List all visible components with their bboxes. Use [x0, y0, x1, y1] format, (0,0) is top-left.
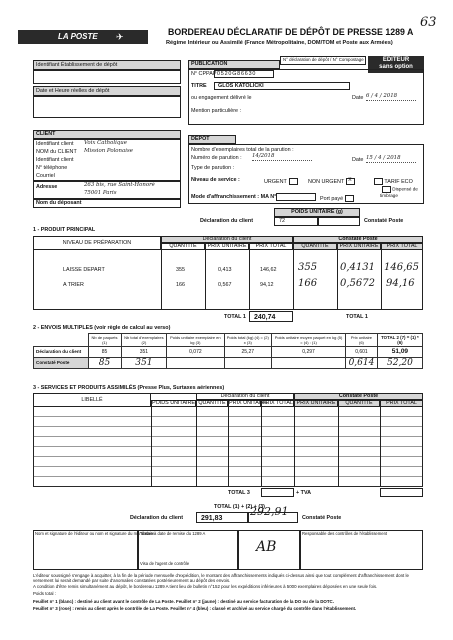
form-subtitle: Régime Intérieur ou Assimilé (France Métropolitaine, DOM/TOM et Poste aux Armées)	[166, 40, 393, 46]
responsible-label: Responsable des contrôles de l'établissement	[302, 531, 388, 536]
client-name-value: Mission Polonaise	[84, 148, 133, 154]
client-id2-label: Identifiant client	[36, 157, 74, 163]
tarif-eco-option[interactable]: TARIF ECO	[372, 178, 413, 186]
section1-title: 1 - PRODUIT PRINCIPAL	[33, 227, 96, 233]
s1-row-h-qty: 166	[298, 278, 318, 289]
s1-row-total: 94,12	[260, 282, 274, 288]
s1-col-unit-const: PRIX UNITAIRE	[337, 243, 381, 250]
s3-divider	[228, 407, 229, 487]
total1-field[interactable]: 240,74	[249, 311, 293, 322]
grand-total-decl-label: Déclaration du client	[130, 515, 184, 521]
s1-row-h-qty: 355	[298, 262, 318, 273]
s2-const-cell	[167, 357, 224, 368]
footer-poids-total: Poids total :	[33, 591, 56, 596]
poids-declaration-label: Déclaration du client	[200, 218, 254, 224]
s1-row-h-total: 146,65	[384, 262, 419, 273]
controller-initials: AB	[256, 539, 277, 555]
copies-label: Nombre d'exemplaires total de la parution :	[191, 147, 294, 153]
s3-decl-group: Déclaration du client	[196, 393, 294, 400]
s2-col: Prix unitaire (6)	[346, 334, 378, 347]
cppap-field[interactable]: 0520G86630	[214, 70, 274, 78]
dispense-option[interactable]: Dispensé de timbrage	[380, 186, 418, 198]
s2-col: Poids total (kg) (4) = (2) x (3)	[224, 334, 272, 347]
s2-const-cell	[272, 357, 346, 368]
s1-decl-group: Déclaration du client	[161, 236, 293, 243]
client-id-label: Identifiant client	[36, 141, 74, 147]
depot-date-value: 15 / 4 / 2018	[366, 156, 416, 163]
depot-date-label: Date	[352, 157, 364, 163]
mode-label: Mode d'affranchissement : MA N°	[191, 194, 277, 200]
s1-col-qty-const: QUANTITÉ	[293, 243, 337, 250]
section2-title: 2 - ENVOIS MULTIPLES (voir règle de calcul au verso)	[33, 325, 171, 331]
brand-bar	[18, 30, 148, 44]
urgent-option[interactable]: URGENT	[264, 178, 298, 186]
issue-label: Numéro de parution :	[191, 155, 242, 161]
s2-const-cell: 85	[88, 357, 121, 368]
s1-divider	[337, 250, 338, 310]
brand-logo: LA POSTE	[58, 32, 98, 41]
footer-feuillet1: Feuillet n° 1 (blanc) : destiné au client avant le contrôle de La Poste. Feuillet n° 2 (jaune) : destiné au service facturation de la DO ou de la DOTC.	[33, 599, 334, 604]
s2-decl-cell: 351	[121, 347, 167, 358]
s3-col-poids: POIDS UNITAIRE	[152, 400, 196, 406]
s1-row-h-unit: 0,5672	[340, 278, 375, 289]
s1-col-qty: QUANTITÉ	[161, 243, 205, 250]
grand-total-h-value: 292,91	[250, 505, 289, 518]
s3-col-qty: QUANTITÉ	[196, 400, 228, 407]
grand-total-label: TOTAL (1) + (2) + (3)	[214, 504, 265, 510]
compostage-label: N° déclaration de dépôt / N° Compostage	[280, 56, 366, 65]
phone-label: N° téléphone	[36, 165, 68, 171]
mention-label: Mention particulière :	[191, 108, 242, 114]
client-id-value: Voix Catholique	[84, 140, 127, 146]
establishment-field[interactable]	[33, 70, 181, 84]
depot-header: DÉPÔT	[188, 135, 236, 144]
total3-label: TOTAL 3	[228, 490, 250, 496]
s1-row-qty: 166	[176, 282, 185, 288]
section3-title: 3 - SERVICES ET PRODUITS ASSIMILÉS (Presse Plus, Surtaxes aériennes)	[33, 385, 225, 391]
s2-const-total: 52,20	[377, 357, 422, 368]
publication-header: PUBLICATION	[188, 60, 280, 69]
s3-col-total: PRIX TOTAL	[262, 400, 293, 406]
issue-value: 14/2018	[252, 154, 312, 161]
editeur-badge: EDITEUR sans option	[368, 56, 424, 73]
grand-total-const-label: Constaté Poste	[302, 515, 342, 521]
s3-col-libelle: LIBELLÉ	[33, 393, 151, 407]
s2-decl-total: 51,09	[377, 347, 422, 358]
section2-table	[33, 333, 423, 369]
s2-col: Nb de paquets (1)	[88, 334, 121, 347]
s2-decl-cell: 25,27	[224, 347, 272, 358]
poids-header: POIDS UNITAIRE (g)	[274, 208, 360, 217]
s2-decl-cell: 0,072	[167, 347, 224, 358]
establishment-label: Identifiant Établissement de dépôt	[33, 60, 181, 70]
s2-decl-cell: 0,297	[272, 347, 346, 358]
s3-divider	[294, 407, 295, 487]
s1-divider	[161, 250, 162, 310]
controller-label: Visa de l'agent de contrôle	[140, 561, 190, 566]
s2-col-total: TOTAL 2 (7) = (1) * (6)	[377, 334, 422, 347]
s2-decl-label: Déclaration du client	[34, 347, 89, 358]
s1-row-label: LAISSE DEPART	[63, 267, 105, 273]
non-urgent-checkbox[interactable]: X	[346, 178, 355, 185]
tva-label: + TVA	[296, 490, 312, 496]
s2-col: Poids unitaire exemplaire en kg (3)	[167, 334, 224, 347]
service-label: Niveau de service :	[191, 177, 240, 183]
grand-total-decl-field[interactable]: 291,83	[196, 512, 248, 523]
form-title: BORDEREAU DÉCLARATIF DE DÉPÔT DE PRESSE 1289 A	[168, 27, 414, 37]
address-line1: 263 bis, rue Saint-Honoré	[84, 182, 155, 188]
total3-field[interactable]	[261, 488, 294, 497]
non-urgent-option[interactable]: NON URGENT X	[308, 178, 355, 186]
stamp-label: Timbre à date de remise du 1289 A	[140, 531, 206, 536]
pub-date-value: 6 / 4 / 2018	[366, 94, 416, 101]
s3-divider	[261, 407, 262, 487]
s2-decl-cell: 0,601	[346, 347, 378, 358]
address-line2: 75001 Paris	[84, 190, 117, 196]
s1-row-h-unit: 0,4131	[340, 262, 375, 273]
email-label: Courriel	[36, 173, 55, 179]
s1-row-h-total: 94,16	[386, 278, 415, 289]
s1-row-unit: 0,413	[218, 267, 232, 273]
s2-const-label: Constaté Poste	[34, 357, 89, 368]
s3-const-group: Constaté Poste	[294, 393, 423, 400]
s2-const-cell: 351	[121, 357, 167, 368]
footer-feuillet3: Feuillet n° 3 (rose) : remis au client après le contrôle de La Poste. Feuillet n° 4 (bleu) : classé et archivé au service chargé du contrôle dans l'établissement.	[33, 606, 357, 611]
s3-divider	[338, 407, 339, 487]
s1-const-group: Constaté Poste	[293, 236, 423, 243]
datetime-label: Date et Heure réelles de dépôt	[33, 86, 181, 96]
total1-const-label: TOTAL 1	[346, 314, 368, 320]
poids-constate-field[interactable]	[318, 217, 360, 226]
title-field[interactable]: GLOS KATOLICKI	[214, 82, 350, 90]
client-signature-label: Nom et signature de l'éditeur ou nom et signature du mandataire	[35, 531, 155, 536]
client-header: CLIENT	[33, 130, 181, 139]
s2-const-cell	[224, 357, 272, 368]
s1-divider	[293, 250, 294, 310]
s1-row-qty: 355	[176, 267, 185, 273]
s2-col: Poids unitaire moyen paquet en kg (5) = (4) : (1)	[272, 334, 346, 347]
poids-declaration-field[interactable]: 72	[274, 217, 318, 226]
datetime-field[interactable]	[33, 96, 181, 118]
depositor-label: Nom du déposant	[33, 199, 181, 208]
s3-divider	[380, 407, 381, 487]
s1-col-niveau: NIVEAU DE PRÉPARATION	[33, 236, 161, 250]
s1-divider	[205, 250, 206, 310]
s1-col-total: PRIX TOTAL	[249, 243, 293, 250]
s3-divider	[196, 407, 197, 487]
s1-divider	[381, 250, 382, 310]
address-label: Adresse	[36, 184, 58, 190]
cppap-label: N° CPPAP	[191, 71, 217, 77]
s3-col-unit-const: PRIX UNITAIRE	[294, 400, 338, 407]
page-number: 63	[420, 15, 437, 30]
engagement-label: ou engagement délivré le	[191, 95, 252, 101]
client-name-label: NOM du CLIENT	[36, 149, 77, 155]
footer-para1: L'éditeur soussigné s'engage à acquitter, à la fin de la période mensuelle d'expédition, le montant des affranchissements indiqués ci-dessus ainsi que tout complément d'affranchissement dont le versement lui serait demandé par suite d'anomalies constatées postérieurement au dépôt des envois.	[33, 573, 409, 583]
s1-row-total: 146,62	[260, 267, 277, 273]
s1-row-unit: 0,567	[218, 282, 232, 288]
mode-field[interactable]	[276, 193, 316, 201]
pub-date-label: Date	[352, 95, 364, 101]
total3-const-field[interactable]	[380, 488, 423, 497]
bird-logo-icon: ✈	[116, 32, 124, 42]
title-label: TITRE	[191, 83, 207, 89]
s1-divider	[249, 250, 250, 310]
poids-constate-label: Constaté Poste	[364, 218, 404, 224]
s3-col-qty-const: QUANTITÉ	[338, 400, 380, 407]
s2-col: Nb total d'exemplaires (2)	[121, 334, 167, 347]
s1-col-total-const: PRIX TOTAL	[381, 243, 423, 250]
s1-col-unit: PRIX UNITAIRE	[205, 243, 249, 250]
port-paye-label: Port payé	[320, 195, 354, 203]
type-label: Type de parution :	[191, 165, 235, 171]
s3-col-total-const: PRIX TOTAL	[380, 400, 423, 407]
s1-row-label: A TRIER	[63, 282, 84, 288]
s3-col-unit: PRIX UNITAIRE	[229, 400, 268, 406]
s3-divider	[151, 407, 152, 487]
footer-para2: A condition d'être remis simultanément au dépôt, le bordereau 1289 A tient lieu de bulletin n°152 pour les expéditions inférieures à 5000 exemplaires déposées en une seule fois.	[33, 584, 378, 589]
total1-label: TOTAL 1	[224, 314, 246, 320]
s2-const-cell: 0,614	[346, 357, 378, 368]
s2-decl-cell: 85	[88, 347, 121, 358]
